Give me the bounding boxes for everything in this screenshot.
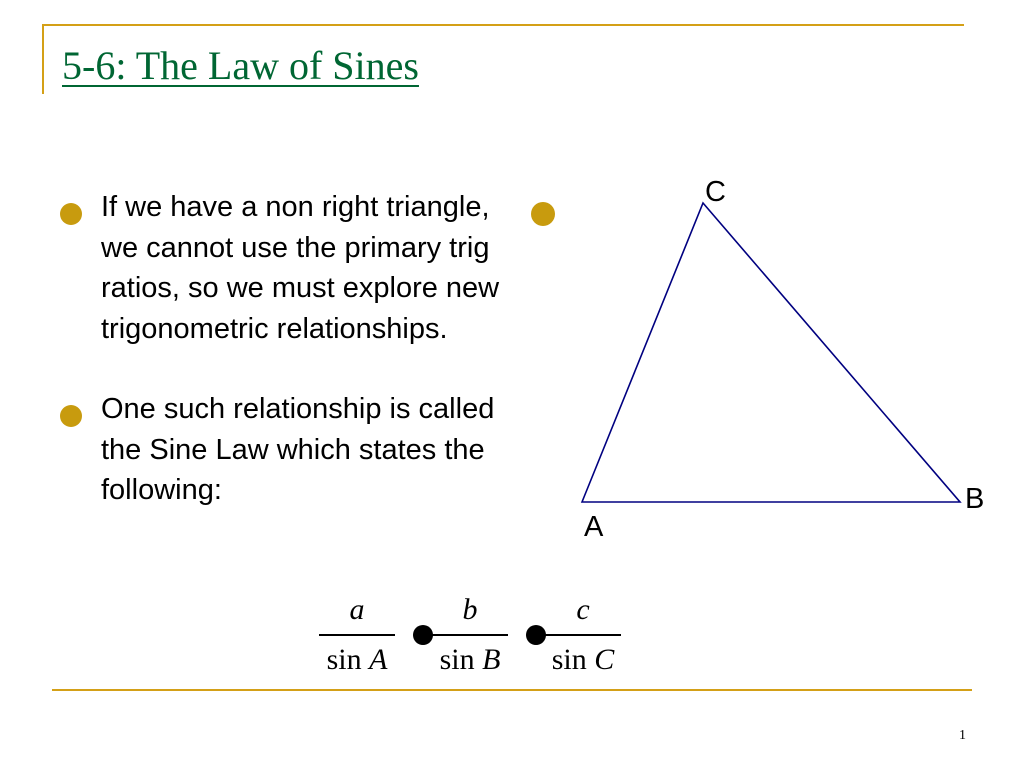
top-rule: [42, 24, 964, 26]
denominator: sin B: [439, 642, 501, 676]
fraction-bar: [545, 634, 621, 636]
denominator: sin A: [326, 642, 388, 676]
page-number: 1: [959, 728, 966, 743]
bullet-item: [56, 187, 526, 349]
numerator: b: [462, 593, 478, 626]
bullet-text: One such relationship is called the Sine Law which states the following:: [101, 393, 495, 506]
fraction-c: [538, 592, 628, 678]
fraction-bar: [432, 634, 508, 636]
vertex-label-b: B: [965, 483, 985, 515]
empty-bullet-dot-icon: [531, 202, 555, 226]
left-rule: [42, 24, 44, 94]
triangle-diagram: [560, 170, 1000, 550]
fraction-a: [312, 592, 402, 678]
bottom-rule: [52, 689, 972, 691]
numerator: c: [576, 593, 590, 626]
fraction-bar: [319, 634, 395, 636]
denominator: sin C: [551, 642, 615, 676]
fraction-b: [425, 592, 515, 678]
bullet-text: If we have a non right triangle, we cannot use the primary trig ratios, so we must explore new trigonometric relationships.: [101, 191, 500, 345]
triangle-shape: [582, 203, 960, 502]
bullet-list: [56, 187, 526, 551]
bullet-dot-icon: [60, 203, 82, 225]
vertex-label-c: C: [705, 176, 726, 208]
bullet-dot-icon: [60, 405, 82, 427]
equals-placeholder-dot-icon: [526, 625, 546, 645]
slide-title: 5-6: The Law of Sines: [62, 43, 419, 88]
bullet-item: [56, 389, 526, 511]
numerator: a: [349, 593, 365, 626]
equals-placeholder-dot-icon: [413, 625, 433, 645]
vertex-label-a: A: [584, 511, 604, 543]
